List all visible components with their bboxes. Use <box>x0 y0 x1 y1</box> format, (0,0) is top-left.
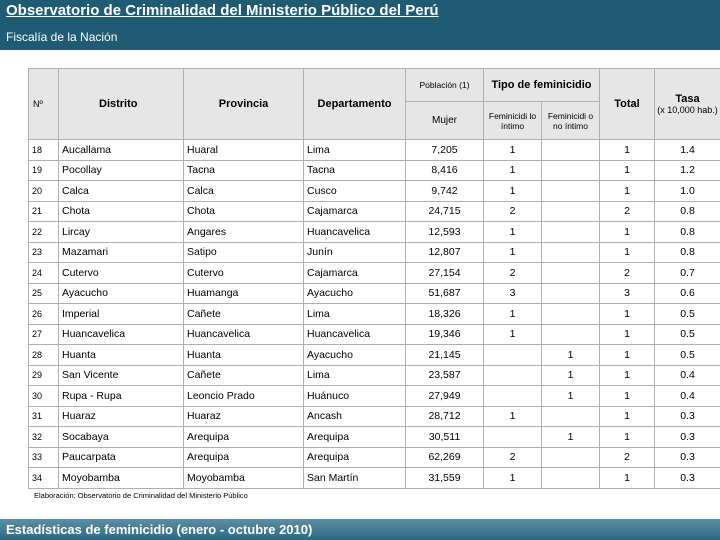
cell-tasa: 0.3 <box>655 406 720 427</box>
page-footer <box>0 519 720 540</box>
cell-no-intimo <box>542 304 600 325</box>
cell-provincia: Satipo <box>184 242 304 263</box>
col-header-num: Nº <box>29 69 59 140</box>
cell-total: 1 <box>600 427 655 448</box>
cell-distrito: Imperial <box>59 304 184 325</box>
cell-tasa: 0.4 <box>655 365 720 386</box>
table-row <box>29 406 720 427</box>
cell-total: 2 <box>600 201 655 222</box>
cell-intimo: 2 <box>484 447 542 468</box>
cell-total: 1 <box>600 140 655 161</box>
cell-departamento: Lima <box>304 140 406 161</box>
cell-distrito: San Vicente <box>59 365 184 386</box>
table-row <box>29 283 720 304</box>
col-header-tipo: Tipo de feminicidio <box>484 69 600 102</box>
col-header-intimo: Feminicidi lo íntimo <box>484 102 542 140</box>
cell-provincia: Chota <box>184 201 304 222</box>
cell-departamento: Cajamarca <box>304 263 406 284</box>
cell-mujer: 28,712 <box>406 406 484 427</box>
cell-tasa: 0.3 <box>655 447 720 468</box>
cell-no-intimo <box>542 222 600 243</box>
cell-distrito: Rupa - Rupa <box>59 386 184 407</box>
page-subtitle: Fiscalía de la Nación <box>6 30 118 44</box>
cell-total: 1 <box>600 181 655 202</box>
cell-distrito: Cutervo <box>59 263 184 284</box>
cell-intimo: 1 <box>484 181 542 202</box>
cell-num: 34 <box>29 468 59 489</box>
cell-provincia: Calca <box>184 181 304 202</box>
cell-intimo <box>484 365 542 386</box>
cell-provincia: Angares <box>184 222 304 243</box>
cell-intimo: 1 <box>484 222 542 243</box>
cell-departamento: Ayacucho <box>304 283 406 304</box>
cell-tasa: 0.7 <box>655 263 720 284</box>
cell-provincia: Cañete <box>184 365 304 386</box>
cell-distrito: Huaraz <box>59 406 184 427</box>
col-header-mujer: Mujer <box>406 102 484 140</box>
cell-no-intimo <box>542 406 600 427</box>
cell-total: 1 <box>600 222 655 243</box>
cell-tasa: 0.5 <box>655 324 720 345</box>
cell-intimo: 1 <box>484 406 542 427</box>
table-row <box>29 324 720 345</box>
cell-num: 25 <box>29 283 59 304</box>
cell-no-intimo <box>542 201 600 222</box>
cell-mujer: 7,205 <box>406 140 484 161</box>
footer-text: Estadísticas de feminicidio (enero - octubre 2010) <box>6 522 313 537</box>
cell-total: 1 <box>600 242 655 263</box>
cell-total: 2 <box>600 263 655 284</box>
cell-provincia: Huaral <box>184 140 304 161</box>
page-title: Observatorio de Criminalidad del Ministerio Público del Perú <box>6 2 439 19</box>
table-row <box>29 427 720 448</box>
cell-distrito: Chota <box>59 201 184 222</box>
table-row <box>29 386 720 407</box>
cell-distrito: Ayacucho <box>59 283 184 304</box>
cell-total: 1 <box>600 160 655 181</box>
cell-no-intimo <box>542 468 600 489</box>
cell-no-intimo: 1 <box>542 427 600 448</box>
cell-departamento: San Martín <box>304 468 406 489</box>
cell-tasa: 1.2 <box>655 160 720 181</box>
cell-distrito: Mazamari <box>59 242 184 263</box>
cell-departamento: Ancash <box>304 406 406 427</box>
cell-num: 28 <box>29 345 59 366</box>
cell-distrito: Paucarpata <box>59 447 184 468</box>
cell-no-intimo: 1 <box>542 386 600 407</box>
cell-num: 21 <box>29 201 59 222</box>
col-header-departamento: Departamento <box>304 69 406 140</box>
cell-tasa: 1.4 <box>655 140 720 161</box>
cell-mujer: 27,949 <box>406 386 484 407</box>
cell-tasa: 0.6 <box>655 283 720 304</box>
cell-intimo: 1 <box>484 468 542 489</box>
cell-mujer: 12,593 <box>406 222 484 243</box>
cell-num: 19 <box>29 160 59 181</box>
table-row <box>29 345 720 366</box>
table-row <box>29 201 720 222</box>
cell-no-intimo <box>542 160 600 181</box>
cell-provincia: Moyobamba <box>184 468 304 489</box>
cell-tasa: 0.8 <box>655 242 720 263</box>
table-body <box>29 140 720 489</box>
cell-total: 1 <box>600 406 655 427</box>
cell-departamento: Ayacucho <box>304 345 406 366</box>
cell-mujer: 27,154 <box>406 263 484 284</box>
cell-departamento: Lima <box>304 304 406 325</box>
cell-distrito: Lircay <box>59 222 184 243</box>
cell-departamento: Arequipa <box>304 447 406 468</box>
cell-provincia: Huancavelica <box>184 324 304 345</box>
cell-distrito: Socabaya <box>59 427 184 448</box>
cell-intimo: 2 <box>484 201 542 222</box>
cell-total: 1 <box>600 386 655 407</box>
cell-no-intimo: 1 <box>542 345 600 366</box>
cell-mujer: 31,559 <box>406 468 484 489</box>
cell-departamento: Cajamarca <box>304 201 406 222</box>
col-header-distrito: Distrito <box>59 69 184 140</box>
cell-mujer: 9,742 <box>406 181 484 202</box>
cell-no-intimo <box>542 140 600 161</box>
cell-num: 18 <box>29 140 59 161</box>
cell-total: 1 <box>600 365 655 386</box>
cell-tasa: 1.0 <box>655 181 720 202</box>
table-row <box>29 304 720 325</box>
cell-tasa: 0.5 <box>655 345 720 366</box>
cell-provincia: Huamanga <box>184 283 304 304</box>
cell-mujer: 18,326 <box>406 304 484 325</box>
cell-intimo: 3 <box>484 283 542 304</box>
cell-provincia: Leoncio Prado <box>184 386 304 407</box>
cell-provincia: Huaraz <box>184 406 304 427</box>
table-row <box>29 242 720 263</box>
table-row <box>29 365 720 386</box>
cell-total: 1 <box>600 304 655 325</box>
cell-mujer: 23,587 <box>406 365 484 386</box>
cell-departamento: Huancavelica <box>304 222 406 243</box>
cell-num: 33 <box>29 447 59 468</box>
cell-mujer: 24,715 <box>406 201 484 222</box>
table-row <box>29 160 720 181</box>
table-row <box>29 181 720 202</box>
cell-no-intimo <box>542 263 600 284</box>
col-header-tasa-label: Tasa <box>675 93 700 105</box>
cell-no-intimo <box>542 447 600 468</box>
cell-mujer: 19,346 <box>406 324 484 345</box>
cell-total: 3 <box>600 283 655 304</box>
cell-total: 1 <box>600 345 655 366</box>
cell-mujer: 8,416 <box>406 160 484 181</box>
cell-departamento: Junín <box>304 242 406 263</box>
cell-intimo: 1 <box>484 324 542 345</box>
cell-intimo: 2 <box>484 263 542 284</box>
cell-num: 32 <box>29 427 59 448</box>
cell-num: 23 <box>29 242 59 263</box>
col-header-no-intimo: Feminicidi o no íntimo <box>542 102 600 140</box>
col-header-poblacion: Población (1) <box>406 69 484 102</box>
cell-provincia: Arequipa <box>184 447 304 468</box>
cell-provincia: Cutervo <box>184 263 304 284</box>
table-row <box>29 140 720 161</box>
cell-num: 31 <box>29 406 59 427</box>
cell-num: 27 <box>29 324 59 345</box>
col-header-tasa <box>655 69 720 140</box>
cell-mujer: 12,807 <box>406 242 484 263</box>
cell-intimo: 1 <box>484 160 542 181</box>
page-header <box>0 0 720 50</box>
cell-num: 22 <box>29 222 59 243</box>
cell-no-intimo <box>542 242 600 263</box>
cell-intimo <box>484 427 542 448</box>
cell-num: 20 <box>29 181 59 202</box>
table-row <box>29 263 720 284</box>
cell-no-intimo <box>542 181 600 202</box>
cell-num: 26 <box>29 304 59 325</box>
cell-tasa: 0.8 <box>655 201 720 222</box>
cell-no-intimo: 1 <box>542 365 600 386</box>
cell-provincia: Huanta <box>184 345 304 366</box>
cell-mujer: 62,269 <box>406 447 484 468</box>
cell-provincia: Cañete <box>184 304 304 325</box>
cell-tasa: 0.8 <box>655 222 720 243</box>
cell-intimo <box>484 345 542 366</box>
cell-tasa: 0.3 <box>655 468 720 489</box>
cell-provincia: Arequipa <box>184 427 304 448</box>
col-header-total: Total <box>600 69 655 140</box>
cell-departamento: Huancavelica <box>304 324 406 345</box>
cell-mujer: 21,145 <box>406 345 484 366</box>
cell-intimo: 1 <box>484 304 542 325</box>
source-note: Elaboración: Observatorio de Criminalidad del Ministerio Público <box>34 491 248 500</box>
cell-mujer: 51,687 <box>406 283 484 304</box>
cell-distrito: Aucallama <box>59 140 184 161</box>
cell-tasa: 0.3 <box>655 427 720 448</box>
cell-tasa: 0.4 <box>655 386 720 407</box>
col-header-tasa-unit: (x 10,000 hab.) <box>657 105 718 115</box>
table-row <box>29 468 720 489</box>
cell-distrito: Pocollay <box>59 160 184 181</box>
cell-total: 1 <box>600 324 655 345</box>
cell-departamento: Huánuco <box>304 386 406 407</box>
cell-departamento: Tacna <box>304 160 406 181</box>
cell-mujer: 30,511 <box>406 427 484 448</box>
cell-departamento: Cusco <box>304 181 406 202</box>
cell-num: 29 <box>29 365 59 386</box>
cell-total: 1 <box>600 468 655 489</box>
cell-distrito: Huancavelica <box>59 324 184 345</box>
cell-provincia: Tacna <box>184 160 304 181</box>
cell-tasa: 0.5 <box>655 304 720 325</box>
cell-num: 24 <box>29 263 59 284</box>
cell-num: 30 <box>29 386 59 407</box>
feminicide-table <box>28 68 720 489</box>
cell-departamento: Arequipa <box>304 427 406 448</box>
cell-intimo: 1 <box>484 242 542 263</box>
col-header-provincia: Provincia <box>184 69 304 140</box>
cell-intimo <box>484 386 542 407</box>
table-row <box>29 447 720 468</box>
cell-distrito: Calca <box>59 181 184 202</box>
cell-distrito: Huanta <box>59 345 184 366</box>
cell-total: 2 <box>600 447 655 468</box>
cell-departamento: Lima <box>304 365 406 386</box>
cell-intimo: 1 <box>484 140 542 161</box>
table-row <box>29 222 720 243</box>
cell-distrito: Moyobamba <box>59 468 184 489</box>
cell-no-intimo <box>542 283 600 304</box>
cell-no-intimo <box>542 324 600 345</box>
